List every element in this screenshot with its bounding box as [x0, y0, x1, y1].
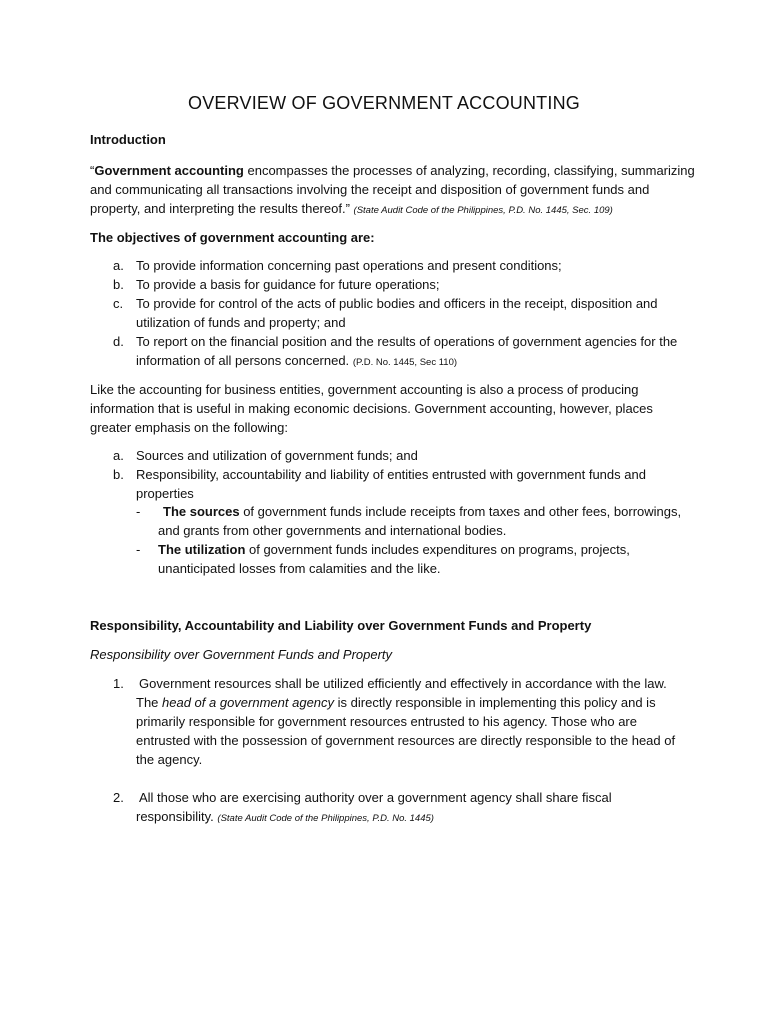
paragraph-2-line-1: Like the accounting for business entities, government accounting is also a process of producing [90, 382, 639, 397]
subpoint-sources-line1 [163, 503, 681, 521]
quote-line-3 [90, 200, 613, 220]
numbered-2-line2-text: responsibility. [136, 809, 214, 824]
emphasis-item-a: Sources and utilization of government funds; and [136, 448, 418, 463]
numbered-1-line4: entrusted with the possession of government resources are directly responsible to the head of [136, 733, 676, 748]
objective-item-c-line2: utilization of funds and property; and [136, 315, 346, 330]
quote-line3-text: property, and interpreting the results thereof.” [90, 201, 350, 216]
emphasis-marker: a. [113, 448, 124, 463]
subsection-heading: Responsibility over Government Funds and Property [90, 647, 393, 662]
objective-marker: b. [113, 277, 124, 292]
numbered-marker: 1. [113, 676, 124, 691]
numbered-marker: 2. [113, 790, 124, 805]
objectives-heading: The objectives of government accounting are: [90, 230, 375, 245]
subpoint-sources-line2: and grants from other governments and international bodies. [158, 523, 507, 538]
subpoint-sources-bold: The sources [163, 504, 240, 519]
quote-citation: (State Audit Code of the Philippines, P.D. No. 1445, Sec. 109) [353, 205, 613, 216]
objective-item-a: To provide information concerning past operations and present conditions; [136, 258, 562, 273]
numbered-1-line2-rest: is directly responsible in implementing this policy and is [334, 695, 656, 710]
subpoint-utilization-line1 [158, 541, 630, 559]
objective-item-d-text: information of all persons concerned. [136, 353, 350, 368]
objective-marker: d. [113, 334, 124, 349]
intro-heading: Introduction [90, 132, 166, 147]
numbered-1-line2 [136, 694, 656, 712]
numbered-1-line3: primarily responsible for government resources entrusted to his agency. Those who are [136, 714, 637, 729]
objective-citation: (P.D. No. 1445, Sec 110) [352, 357, 458, 368]
numbered-1-line5: the agency. [136, 752, 203, 767]
subpoint-utilization-bold: The utilization [158, 542, 246, 557]
quote-open: “ [90, 163, 95, 178]
emphasis-item-b-line1: Responsibility, accountability and liability of entities entrusted with government funds and [136, 467, 646, 482]
objective-marker: a. [113, 258, 124, 273]
quote-bold-term: Government accounting [94, 163, 244, 178]
subpoint-sources-rest: of government funds include receipts from taxes and other fees, borrowings, [239, 504, 682, 519]
page-title: OVERVIEW OF GOVERNMENT ACCOUNTING [188, 93, 580, 113]
numbered-1-line2-pre: The [136, 695, 163, 710]
numbered-2-citation: (State Audit Code of the Philippines, P.D. No. 1445) [217, 813, 434, 824]
subpoint-utilization-rest: of government funds includes expenditures on programs, projects, [245, 542, 630, 557]
objective-marker: c. [113, 296, 124, 311]
section-heading: Responsibility, Accountability and Liability over Government Funds and Property [90, 618, 592, 633]
numbered-1-line1: Government resources shall be utilized efficiently and effectively in accordance with the law. [139, 676, 667, 691]
objective-item-d-line1: To report on the financial position and the results of operations of government agencies for the [136, 334, 678, 349]
emphasis-marker: b. [113, 467, 124, 482]
numbered-2-line2 [136, 808, 434, 828]
objective-item-b: To provide a basis for guidance for future operations; [136, 277, 440, 292]
objective-item-c-line1: To provide for control of the acts of public bodies and officers in the receipt, disposition and [136, 296, 658, 311]
subpoint-marker: - [136, 542, 141, 557]
quote-line-1 [90, 162, 695, 180]
subpoint-marker: - [136, 504, 141, 519]
numbered-2-line1: All those who are exercising authority over a government agency shall share fiscal [139, 790, 612, 805]
emphasis-item-b-line2: properties [136, 486, 194, 501]
subpoint-utilization-line2: unanticipated losses from calamities and the like. [158, 561, 441, 576]
numbered-1-italic-term: head of a government agency [162, 695, 335, 710]
paragraph-2-line-2: information that is useful in making economic decisions. Government accounting, however, places [90, 401, 653, 416]
objective-item-d-line2 [136, 352, 457, 372]
quote-line1-rest: encompasses the processes of analyzing, recording, classifying, summarizing [243, 163, 695, 178]
quote-line-2: and communicating all transactions involving the receipt and disposition of government funds and [90, 182, 650, 197]
paragraph-2-line-3: greater emphasis on the following: [90, 420, 289, 435]
